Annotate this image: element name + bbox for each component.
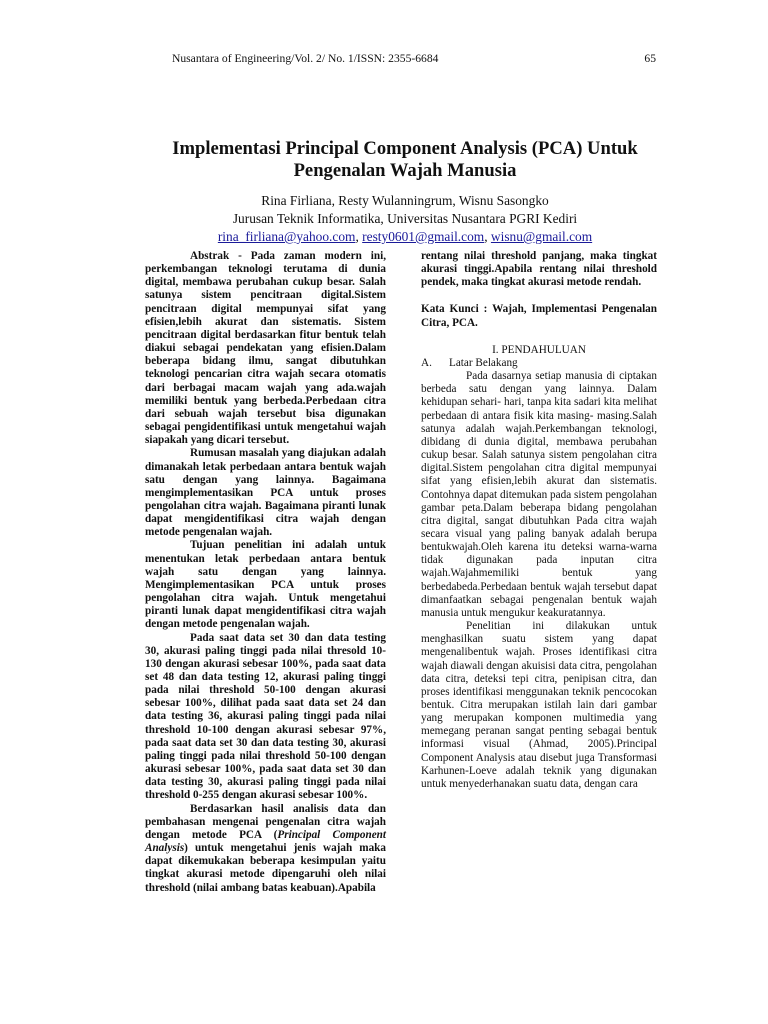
subsection-heading bbox=[421, 357, 657, 370]
email-link-1[interactable]: rina_firliana@yahoo.com bbox=[217, 229, 356, 244]
abstract-paragraph-4: Pada saat data set 30 dan data testing 30, akurasi paling tinggi pada nilai thresold 10-130 dengan akurasi sebesar 100%, pada saat data set 48 dan data testing 12, akurasi paling tinggi pada nilai threshold 50-100 dengan akurasi sebesar 100%, dilihat pada saat data set 24 dan data testing 36, akurasi paling tinggi pada nilai threshold 10-100 dengan akurasi sebesar 97%, pada saat data set 30 dan data testing 30, akurasi paling tinggi pada nilai threshold 50-100 dengan akurasi sebesar 100%, pada saat data set 30 dan data testing 30, akurasi paling tinggi pada nilai threshold 0-255 dengan akurasi sebesar 100%. bbox=[145, 631, 386, 802]
title-line-1: Implementasi Principal Component Analysis (PCA) Untuk bbox=[172, 138, 638, 159]
abstract-p5-italic: Principal Component Analysis bbox=[145, 828, 386, 855]
running-header bbox=[172, 52, 656, 65]
subsection-title: Latar Belakang bbox=[449, 356, 518, 369]
author-block bbox=[110, 192, 700, 246]
left-column-abstract bbox=[145, 250, 386, 895]
page-number: 65 bbox=[644, 52, 656, 65]
email-link-3[interactable]: wisnu@gmail.com bbox=[490, 229, 593, 244]
abstract-p5-end: ) untuk mengetahui jenis wajah maka dapat dikemukakan beberapa kesimpulan yaitu tingkat akurasi metode dipengaruhi oleh nilai threshold (nilai ambang batas keabuan).Apabila bbox=[145, 842, 386, 894]
subsection-letter: A. bbox=[421, 356, 432, 369]
section-heading: I. PENDAHULUAN bbox=[492, 343, 586, 356]
abstract-paragraph-5 bbox=[145, 803, 386, 895]
email-separator: , bbox=[355, 229, 363, 244]
journal-info: Nusantara of Engineering/Vol. 2/ No. 1/ISSN: 2355-6684 bbox=[172, 52, 439, 65]
abstract-p5-start: Berdasarkan hasil analisis data dan pembahasan mengenai pengenalan citra wajah dengan metode PCA ( bbox=[145, 802, 386, 841]
author-affiliation: Jurusan Teknik Informatika, Universitas Nusantara PGRI Kediri bbox=[232, 211, 578, 226]
email-separator: , bbox=[484, 229, 491, 244]
paper-title bbox=[110, 138, 700, 182]
keywords: Kata Kunci : Wajah, Implementasi Pengenalan Citra, PCA. bbox=[421, 303, 657, 329]
abstract-paragraph-1: Abstrak - Pada zaman modern ini, perkembangan teknologi terutama di dunia digital, membawa perubahan cukup besar. Salah satunya sistem pencitraan digital.Sistem pencitraan digital mempunyai sifat yang efisien,lebih akurat dan sistematis. Sistem pencitraan digital berdasarkan fitur bentuk telah diakui sebagai pendekatan yang efisien.Dalam beberapa bidang ilmu, sangat dibutuhkan teknologi pencarian citra wajah secara otomatis dari berbagai macam wajah yang ada.wajah memiliki bentuk yang berbeda.Perbedaan citra dari sebuah wajah tersebut bisa digunakan sebagai pengidentifikasi untuk mengetahui wajah siapakah yang dicari tersebut. bbox=[145, 250, 386, 447]
author-emails bbox=[110, 228, 700, 246]
author-names: Rina Firliana, Resty Wulanningrum, Wisnu Sasongko bbox=[261, 193, 549, 208]
abstract-paragraph-2: Rumusan masalah yang diajukan adalah dimanakah letak perbedaan antara bentuk wajah satu dengan yang lainnya. Bagaimana mengimplementasikan PCA untuk proses pengolahan citra wajah. Bagaimana piranti lunak dapat mengidentifikasi citra wajah dengan metode pengenalan wajah. bbox=[145, 447, 386, 539]
intro-paragraph-2: Penelitian ini dilakukan untuk menghasilkan suatu sistem yang dapat mengenalibentuk wajah. Proses identifikasi citra wajah diawali dengan akuisisi data citra, pengolahan data citra, deteksi tepi citra, penipisan citra, dan proses identifikasi menggunakan teknik pencocokan bentuk. Citra merupakan istilah lain dari gambar yang merupakan komponen multimedia yang memegang peranan sangat penting sebagai bentuk informasi visual (Ahmad, 2005).Principal Component Analysis atau disebut juga Transformasi Karhunen-Loeve adalah teknik yang digunakan untuk menyederhanakan suatu data, dengan cara bbox=[421, 620, 657, 790]
right-column bbox=[421, 250, 657, 791]
title-line-2: Pengenalan Wajah Manusia bbox=[293, 160, 517, 181]
email-link-2[interactable]: resty0601@gmail.com bbox=[362, 229, 485, 244]
intro-paragraph-1: Pada dasarnya setiap manusia di ciptakan berbeda satu dengan yang lainnya. Dalam kehidupan sehari- hari, tanpa kita sadari kita melihat perbedaan di antara fisik kita masing- masing.Salah satunya adalah wajah.Perkembangan teknologi, dibidang di dunia digital, membawa perubahan cukup besar. Salah satunya sistem pengolahan citra digital.Sistem pengolahan citra digital mempunyai sifat yang efisien,lebih akurat dan sistematis. Contohnya dapat ditemukan pada sistem pengolahan gambar peta.Dalam beberapa bidang pengolahan citra digital, sangat dibutuhkan Pada citra wajah secara visual yang paling banyak adalah berupa bentukwajah.Oleh karena itu deteksi warna-warna tidak digunakan pada inputan citra wajah.Wajahmemiliki bentuk yang berbedabeda.Perbedaan bentuk wajah tersebut dapat dimanfaatkan sebagai pengenalan bentuk wajah manusia untuk mengukur keakuratannya. bbox=[421, 370, 657, 619]
abstract-paragraph-3: Tujuan penelitian ini adalah untuk menentukan letak perbedaan antara bentuk wajah satu dengan yang lainnya. Mengimplementasikan PCA untuk proses pengolahan citra wajah. Untuk mengetahui piranti lunak dapat mengidentifikasi citra wajah dengan metode pengenalan wajah. bbox=[145, 539, 386, 631]
abstract-continuation: rentang nilai threshold panjang, maka tingkat akurasi tinggi.Apabila rentang nilai threshold pendek, maka tingkat akurasi metode rendah. bbox=[421, 250, 657, 289]
